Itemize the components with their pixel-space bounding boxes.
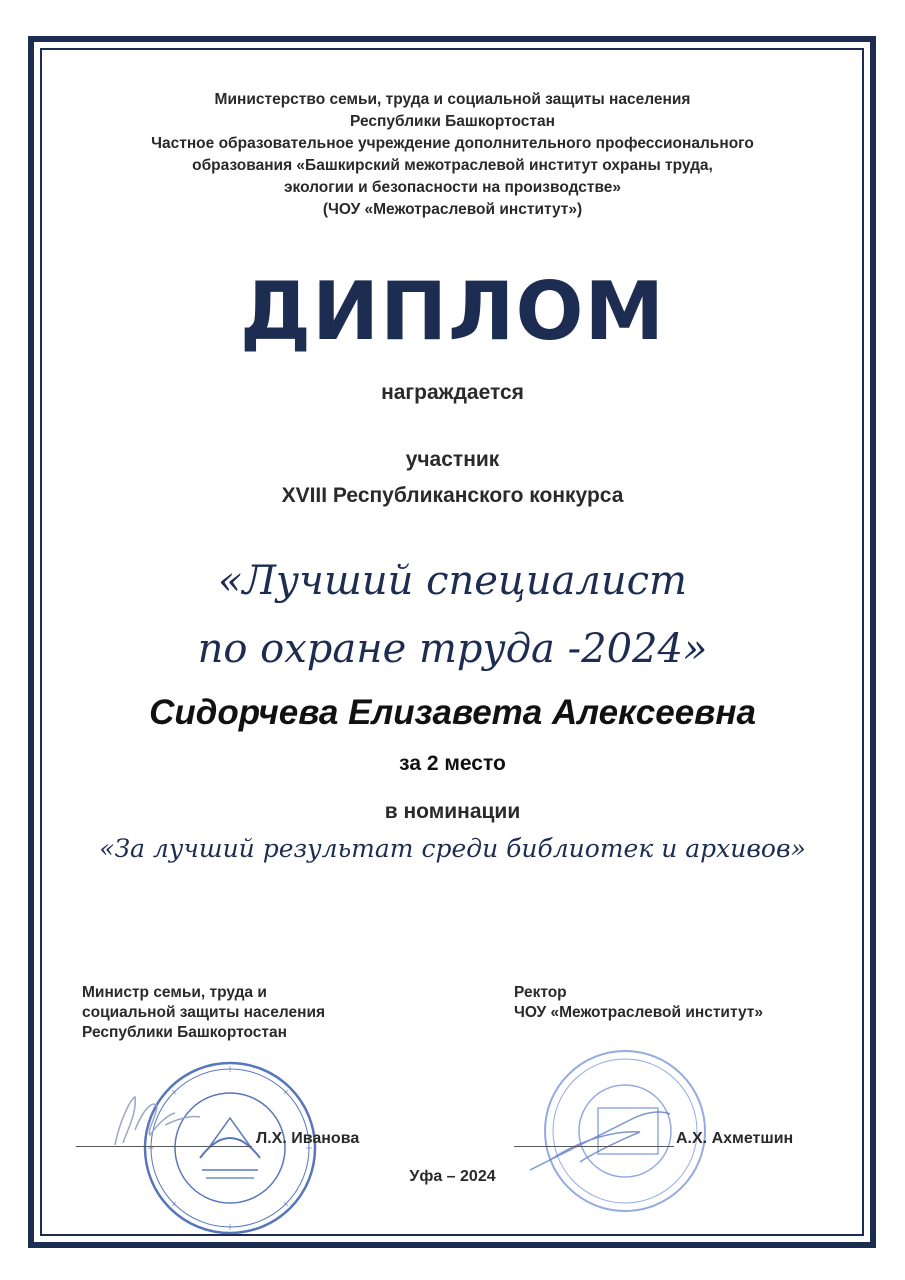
- header-line: экологии и безопасности на производстве»: [283, 179, 622, 196]
- position-line: Министр семьи, труда и: [82, 984, 267, 1001]
- header-line: образования «Башкирский межотраслевой институт охраны труда,: [192, 157, 713, 174]
- right-signature-line: [514, 1146, 674, 1147]
- contest-name-line2: по охране труда -2024»: [197, 626, 708, 672]
- nomination-label: в номинации: [384, 800, 521, 823]
- right-signatory-name: А.Х. Ахметшин: [676, 1130, 794, 1147]
- left-signature-line: [76, 1146, 252, 1147]
- awarded-text: награждается: [381, 381, 524, 404]
- position-line: ЧОУ «Межотраслевой институт»: [514, 1004, 763, 1021]
- nomination-text: «За лучший результат среди библиотек и архивов»: [99, 834, 806, 863]
- left-signatory-position: [82, 983, 325, 1043]
- contest-text: XVIII Республиканского конкурса: [281, 484, 624, 507]
- position-line: Республики Башкортостан: [82, 1024, 287, 1041]
- participant-text: участник: [405, 448, 500, 471]
- contest-name-line1: «Лучший специалист: [218, 558, 687, 604]
- header-line: Республики Башкортостан: [350, 113, 555, 130]
- header-line: Министерство семьи, труда и социальной защиты населения: [214, 91, 691, 108]
- right-signatory-position: [514, 983, 763, 1023]
- recipient-name: Сидорчева Елизавета Алексеевна: [149, 693, 756, 732]
- position-line: социальной защиты населения: [82, 1004, 326, 1021]
- place-text: за 2 место: [399, 752, 506, 775]
- position-line: Ректор: [514, 984, 567, 1001]
- left-signature-icon: [95, 1085, 205, 1155]
- document-title: ДИПЛОМ: [239, 265, 666, 358]
- place-date: Уфа – 2024: [409, 1168, 496, 1185]
- header-line: (ЧОУ «Межотраслевой институт»): [322, 201, 583, 218]
- issuer-header: [70, 89, 835, 221]
- header-line: Частное образовательное учреждение дополнительного профессионального: [151, 135, 754, 152]
- left-signatory-name: Л.Х. Иванова: [256, 1130, 360, 1147]
